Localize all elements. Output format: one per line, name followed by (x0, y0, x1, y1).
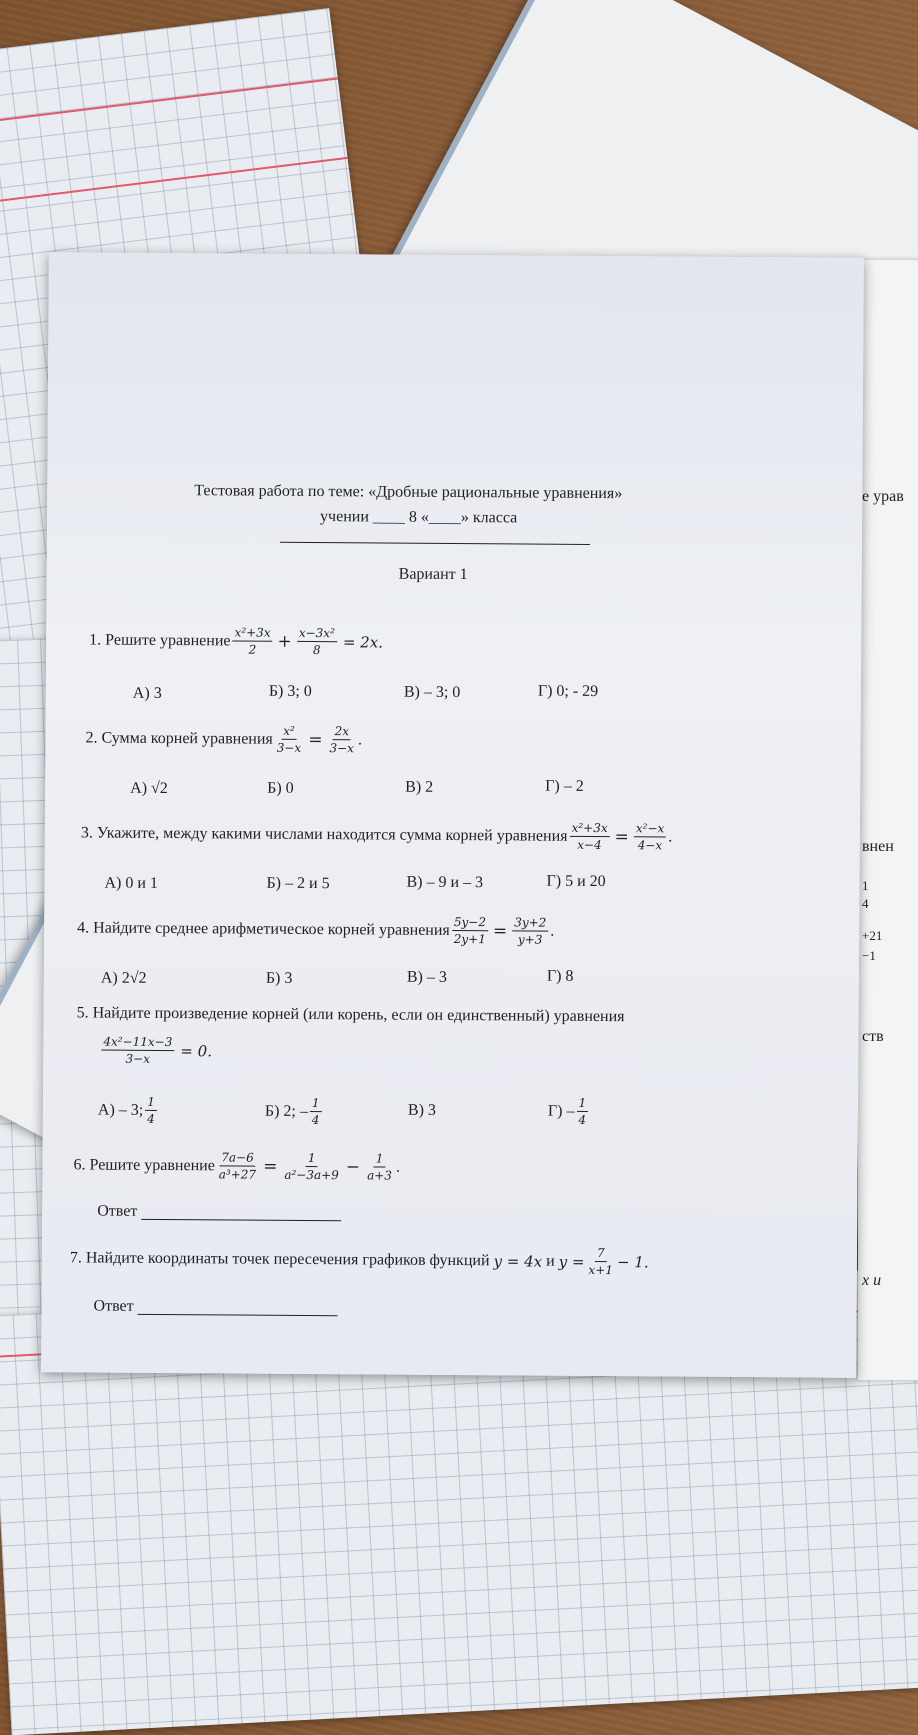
variant-label: Вариант 1 (398, 565, 468, 584)
option-a (98, 1095, 159, 1126)
answer-label: Ответ (97, 1202, 138, 1220)
option-c: В) – 9 и – 3 (406, 873, 484, 892)
book-fragment: −1 (862, 948, 876, 963)
fraction (634, 821, 667, 852)
option-c: В) – 3; 0 (403, 683, 461, 702)
question-3 (81, 817, 673, 852)
question-number: 7. (69, 1248, 82, 1266)
numerator: x−3x² (297, 626, 337, 642)
question-text: Найдите произведение корней (или корень, если он единственный) уравнения (92, 1004, 625, 1026)
option-d: Г) 0; - 29 (537, 682, 599, 701)
denominator: 3−x (329, 741, 354, 756)
numerator: x²−x (634, 821, 667, 837)
denominator: a+3 (367, 1168, 392, 1183)
denominator: 2y+1 (453, 932, 486, 947)
punctuation: . (395, 1158, 401, 1176)
denominator: 8 (312, 643, 321, 658)
fraction (282, 1151, 341, 1182)
numerator: 2x (333, 724, 352, 740)
denominator: 4 (311, 1113, 320, 1128)
answer-field-7[interactable] (93, 1298, 337, 1318)
question-number: 4. (77, 918, 90, 936)
answer-line[interactable] (138, 1299, 338, 1315)
punctuation: . (357, 730, 363, 748)
question-number: 6. (73, 1155, 86, 1173)
denominator: a²−3a+9 (284, 1167, 339, 1183)
name-underline (280, 542, 590, 545)
fraction (452, 915, 488, 946)
fraction (217, 1150, 259, 1181)
option-d: Г) 8 (546, 967, 574, 985)
operator: + (277, 631, 292, 652)
denominator: a³+27 (218, 1167, 257, 1182)
answer-line[interactable] (141, 1204, 341, 1220)
question-number: 2. (85, 728, 98, 747)
option-d: Г) – 2 (545, 777, 584, 795)
option-text: Г) – (547, 1102, 575, 1120)
fraction (145, 1095, 157, 1126)
option-c: В) – 3 (406, 968, 447, 986)
numerator: 4x²−11x−3 (101, 1035, 174, 1052)
option-b: Б) 0 (267, 779, 294, 797)
denominator: 4−x (637, 838, 663, 853)
option-c: В) 2 (405, 778, 434, 796)
punctuation: . (668, 828, 673, 846)
fraction (232, 625, 272, 656)
option-b: Б) 3; 0 (268, 682, 312, 701)
fraction (586, 1246, 615, 1277)
numerator: 1 (374, 1151, 386, 1167)
denominator: 2 (248, 642, 257, 657)
question-4 (77, 912, 554, 946)
page-title: Тестовая работа по теме: «Дробные рациональные уравнения» (194, 482, 623, 503)
option-a: А) 0 и 1 (104, 874, 159, 892)
question-number: 5. (76, 1004, 89, 1022)
book-fragment: 4 (862, 896, 869, 911)
option-a: А) √2 (130, 779, 168, 798)
red-margin-line (0, 157, 348, 213)
denominator: 3−x (125, 1051, 151, 1066)
option-d (548, 1096, 590, 1127)
question-1 (89, 624, 383, 657)
conjunction: и (546, 1252, 555, 1270)
fraction (297, 626, 337, 657)
book-fragment: x и (862, 1272, 882, 1289)
question-7 (70, 1242, 649, 1277)
option-a: А) 2√2 (100, 969, 147, 987)
option-text: А) – 3; (97, 1101, 144, 1119)
answer-label: Ответ (93, 1297, 134, 1315)
equation-rhs: = 0. (180, 1041, 213, 1060)
option-text: Б) 2; – (264, 1102, 308, 1120)
fraction (512, 915, 548, 946)
question-text: Решите уравнение (89, 1155, 215, 1174)
question-text: Сумма корней уравнения (101, 729, 273, 748)
operator: = (492, 920, 508, 941)
option-a: А) 3 (132, 684, 162, 702)
question-2 (85, 722, 362, 755)
denominator: 3−x (276, 740, 302, 755)
fraction (310, 1096, 322, 1127)
function-2: y = (558, 1252, 585, 1271)
question-5-equation (99, 1035, 212, 1067)
question-text: Найдите координаты точек пересечения графиков функций (85, 1248, 490, 1269)
numerator: 1 (310, 1096, 322, 1112)
denominator: x+1 (588, 1262, 613, 1278)
fraction (101, 1035, 174, 1067)
numerator: 7a−6 (219, 1150, 256, 1166)
equation-tail: − 1. (616, 1252, 649, 1271)
operator: = (308, 729, 323, 750)
option-d: Г) 5 и 20 (546, 872, 606, 891)
numerator: 7 (595, 1246, 607, 1262)
equation-rhs: = 2x. (342, 632, 384, 652)
student-class-line: учении ____ 8 «____» класса (320, 508, 518, 527)
red-margin-line (0, 78, 338, 134)
operator: = (263, 1156, 278, 1177)
operator: − (345, 1156, 361, 1177)
book-fragment: 1 (862, 878, 869, 893)
question-number: 3. (80, 823, 93, 841)
option-b (265, 1096, 324, 1127)
book-fragment: ств (862, 1028, 884, 1045)
question-text: Решите уравнение (105, 631, 231, 649)
fraction (275, 724, 304, 755)
option-b: Б) 3 (265, 969, 293, 987)
denominator: 4 (578, 1112, 587, 1127)
numerator: 1 (577, 1096, 589, 1112)
fraction (576, 1096, 588, 1127)
option-c: В) 3 (407, 1101, 436, 1119)
numerator: x²+3x (570, 821, 610, 837)
numerator: x²+3x (233, 625, 273, 641)
question-number: 1. (89, 630, 102, 649)
answer-field-6[interactable] (97, 1203, 341, 1223)
question-text: Укажите, между какими числами находится сумма корней уравнения (96, 824, 568, 845)
option-b: Б) – 2 и 5 (266, 874, 330, 893)
denominator: 4 (147, 1111, 155, 1126)
test-sheet (41, 252, 864, 1378)
textbook-right-edge (858, 260, 918, 1380)
book-fragment: +21 (862, 928, 883, 943)
operator: = (614, 826, 629, 847)
numerator: 3y+2 (512, 915, 548, 931)
question-6 (73, 1149, 400, 1182)
numerator: 1 (306, 1151, 318, 1167)
function-1: y = 4x (493, 1251, 543, 1271)
question-text: Найдите среднее арифметическое корней уравнения (93, 918, 450, 939)
fraction (569, 821, 609, 852)
numerator: 5y−2 (452, 915, 488, 931)
book-fragment: внен (862, 838, 894, 855)
denominator: x−4 (577, 837, 602, 853)
book-fragment: е урав (862, 488, 904, 505)
numerator: 1 (145, 1095, 157, 1111)
question-5 (77, 1004, 625, 1026)
denominator: y+3 (517, 932, 543, 947)
punctuation: . (550, 922, 555, 940)
fraction (327, 724, 356, 755)
numerator: x² (281, 724, 297, 740)
fraction (365, 1151, 394, 1182)
